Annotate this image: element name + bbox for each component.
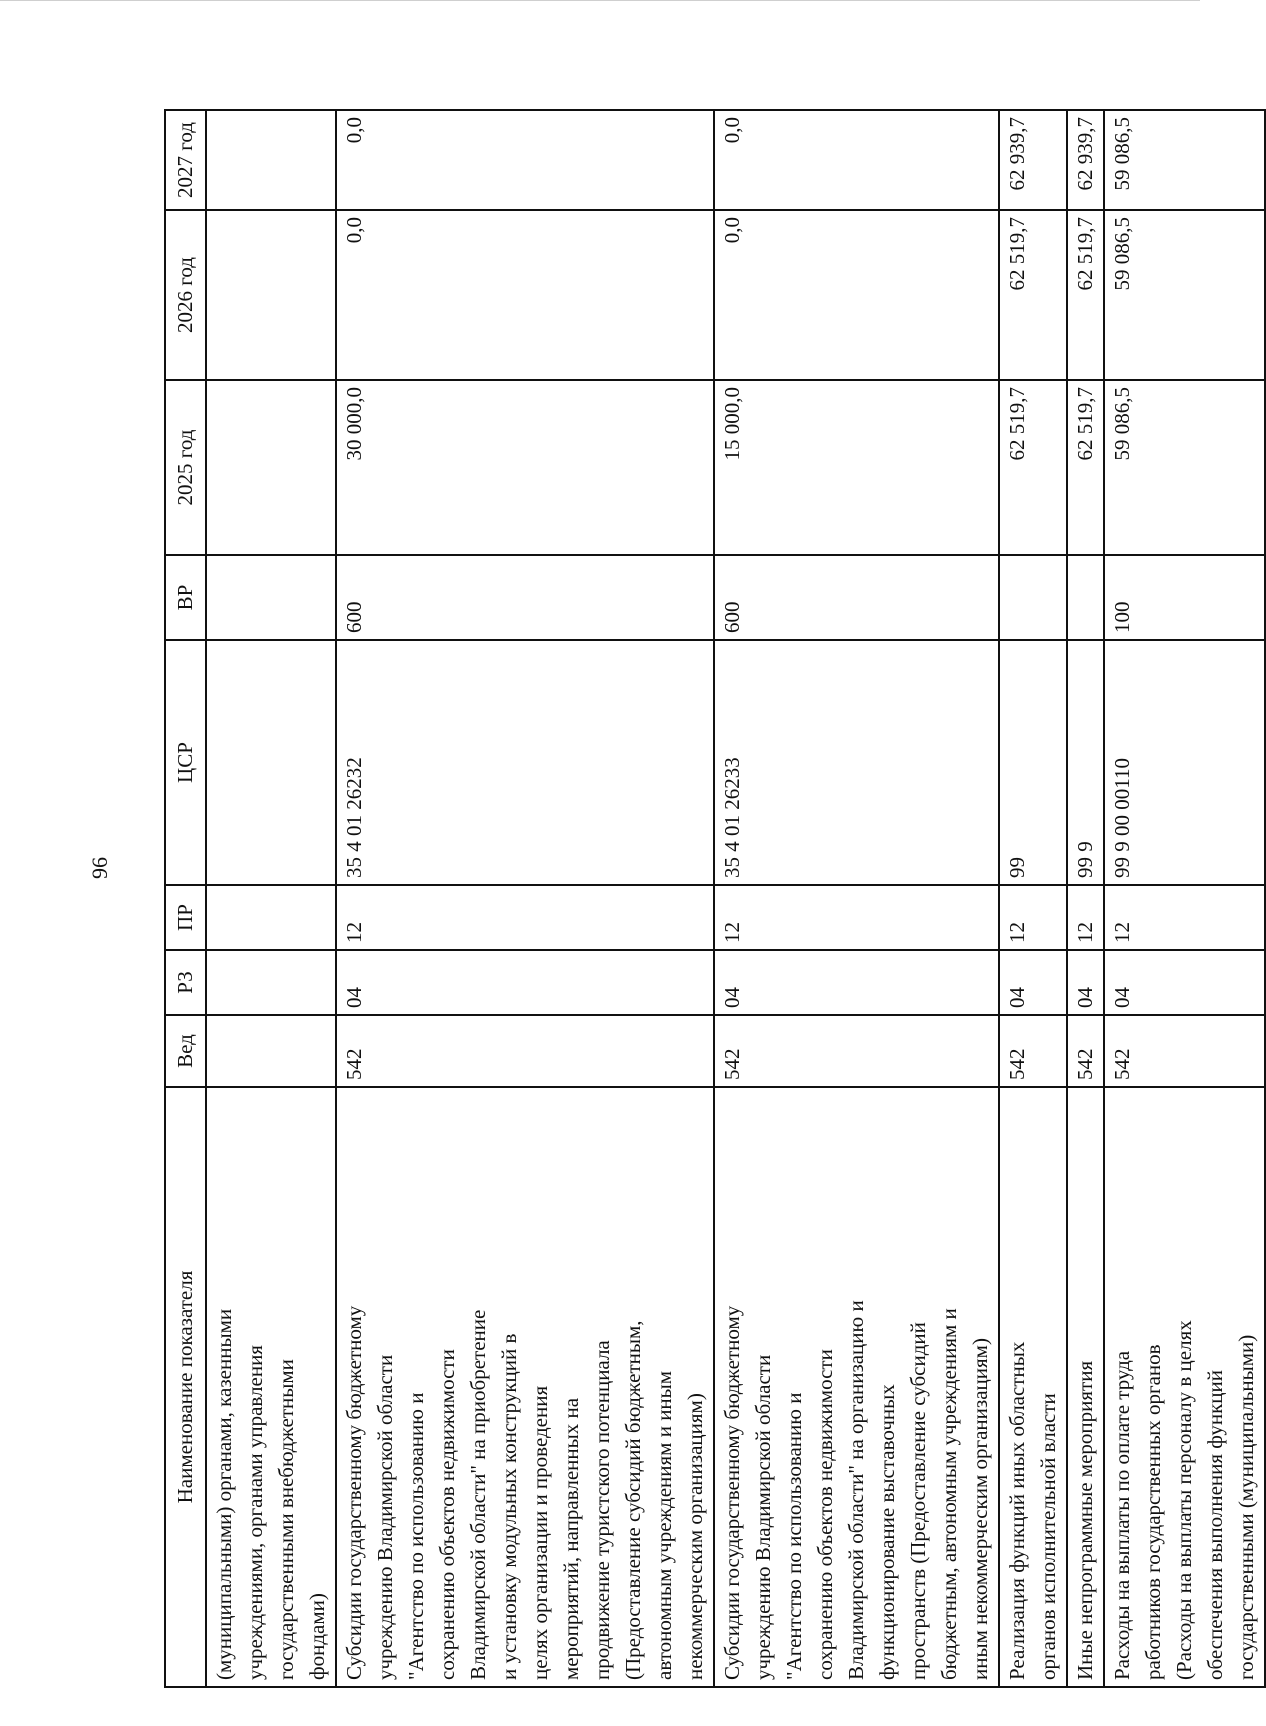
header-cell: 2027 год bbox=[165, 110, 206, 210]
year-2025-cell bbox=[206, 380, 336, 555]
budget-table bbox=[164, 109, 1266, 1688]
table-row bbox=[206, 110, 336, 1687]
pr-cell: 12 bbox=[714, 885, 999, 950]
year-2026-cell bbox=[206, 210, 336, 380]
name-line: работников государственных органов bbox=[1141, 1344, 1165, 1680]
ved-cell: 542 bbox=[714, 1015, 999, 1087]
year-2026-cell: 0,0 bbox=[714, 210, 999, 380]
csr-cell: 99 bbox=[999, 640, 1067, 885]
name-line: бюджетным, автономным учреждениям и bbox=[937, 1308, 961, 1680]
row-name-cell bbox=[336, 1087, 714, 1687]
ved-cell bbox=[206, 1015, 336, 1087]
name-line: сохранению объектов недвижимости bbox=[813, 1349, 837, 1680]
rz-cell: 04 bbox=[1104, 950, 1265, 1015]
row-name-cell bbox=[206, 1087, 336, 1687]
vr-cell: 600 bbox=[336, 555, 714, 640]
header-cell: РЗ bbox=[165, 950, 206, 1015]
name-line: учреждениями, органами управления bbox=[243, 1345, 267, 1680]
rz-cell: 04 bbox=[714, 950, 999, 1015]
year-2025-cell: 59 086,5 bbox=[1104, 380, 1265, 555]
name-line: Владимирской области" на приобретение bbox=[466, 1309, 490, 1680]
name-line: автономным учреждениям и иным bbox=[652, 1370, 676, 1680]
rz-cell bbox=[206, 950, 336, 1015]
table-row bbox=[336, 110, 714, 1687]
year-2027-cell: 62 939,7 bbox=[999, 110, 1067, 210]
row-name-cell bbox=[714, 1087, 999, 1687]
rz-cell: 04 bbox=[336, 950, 714, 1015]
year-2027-cell: 0,0 bbox=[336, 110, 714, 210]
page-number: 96 bbox=[87, 857, 112, 879]
header-cell: ВР bbox=[165, 555, 206, 640]
name-line: Иные непрограммные мероприятия bbox=[1073, 1360, 1097, 1680]
name-line: некоммерческим организациям) bbox=[683, 1393, 707, 1680]
row-name-cell bbox=[999, 1087, 1067, 1687]
rz-cell: 04 bbox=[999, 950, 1067, 1015]
year-2026-cell: 62 519,7 bbox=[999, 210, 1067, 380]
name-line: (муниципальными) органами, казенными bbox=[212, 1308, 236, 1680]
year-2026-cell: 0,0 bbox=[336, 210, 714, 380]
name-line: целях организации и проведения bbox=[528, 1385, 552, 1680]
pr-cell: 12 bbox=[1067, 885, 1104, 950]
pr-cell bbox=[206, 885, 336, 950]
pr-cell: 12 bbox=[999, 885, 1067, 950]
name-line: сохранению объектов недвижимости bbox=[435, 1349, 459, 1680]
header-cell: 2026 год bbox=[165, 210, 206, 380]
header-cell: Наименование показателя bbox=[165, 1087, 206, 1687]
table-row bbox=[1067, 110, 1104, 1687]
name-line: и установку модульных конструкций в bbox=[497, 1333, 521, 1680]
year-2025-cell: 62 519,7 bbox=[1067, 380, 1104, 555]
vr-cell bbox=[999, 555, 1067, 640]
vr-cell: 600 bbox=[714, 555, 999, 640]
csr-cell: 35 4 01 26232 bbox=[336, 640, 714, 885]
csr-cell: 99 9 00 00110 bbox=[1104, 640, 1265, 885]
header-cell: Вед bbox=[165, 1015, 206, 1087]
name-line: продвижение туристского потенциала bbox=[590, 1340, 614, 1680]
name-line: органов исполнительной власти bbox=[1036, 1393, 1060, 1680]
name-line: фондами) bbox=[305, 1593, 329, 1680]
row-name-cell bbox=[1104, 1087, 1265, 1687]
rz-cell: 04 bbox=[1067, 950, 1104, 1015]
row-name-cell bbox=[1067, 1087, 1104, 1687]
name-line: (Предоставление субсидий бюджетным, bbox=[621, 1320, 645, 1680]
csr-cell bbox=[206, 640, 336, 885]
csr-cell: 99 9 bbox=[1067, 640, 1104, 885]
vr-cell: 100 bbox=[1104, 555, 1265, 640]
name-line: Субсидии государственному бюджетному bbox=[342, 1305, 366, 1680]
ved-cell: 542 bbox=[1067, 1015, 1104, 1087]
csr-cell: 35 4 01 26233 bbox=[714, 640, 999, 885]
year-2027-cell bbox=[206, 110, 336, 210]
year-2026-cell: 59 086,5 bbox=[1104, 210, 1265, 380]
name-line: иным некоммерческим организациям) bbox=[968, 1338, 992, 1680]
name-line: мероприятий, направленных на bbox=[559, 1397, 583, 1680]
budget-table-frame bbox=[164, 111, 1258, 1688]
vr-cell bbox=[206, 555, 336, 640]
name-line: Расходы на выплаты по оплате труда bbox=[1110, 1350, 1134, 1680]
table-row bbox=[1104, 110, 1265, 1687]
name-line: Субсидии государственному бюджетному bbox=[720, 1305, 744, 1680]
name-line: Реализация функций иных областных bbox=[1005, 1341, 1029, 1680]
header-row bbox=[165, 110, 206, 1687]
name-line: функционирование выставочных bbox=[875, 1384, 899, 1680]
name-line: государственными (муниципальными) bbox=[1234, 1334, 1258, 1680]
name-line: Владимирской области" на организацию и bbox=[844, 1300, 868, 1680]
header-cell: 2025 год bbox=[165, 380, 206, 555]
ved-cell: 542 bbox=[336, 1015, 714, 1087]
name-line: учреждению Владимирской области bbox=[751, 1354, 775, 1680]
pr-cell: 12 bbox=[336, 885, 714, 950]
year-2025-cell: 30 000,0 bbox=[336, 380, 714, 555]
year-2025-cell: 15 000,0 bbox=[714, 380, 999, 555]
year-2027-cell: 59 086,5 bbox=[1104, 110, 1265, 210]
pr-cell: 12 bbox=[1104, 885, 1265, 950]
year-2027-cell: 62 939,7 bbox=[1067, 110, 1104, 210]
year-2026-cell: 62 519,7 bbox=[1067, 210, 1104, 380]
ved-cell: 542 bbox=[999, 1015, 1067, 1087]
year-2027-cell: 0,0 bbox=[714, 110, 999, 210]
name-line: "Агентство по использованию и bbox=[782, 1392, 806, 1680]
rotated-table-container bbox=[164, 111, 1258, 1688]
table-row bbox=[714, 110, 999, 1687]
year-2025-cell: 62 519,7 bbox=[999, 380, 1067, 555]
name-line: обеспечения выполнения функций bbox=[1203, 1369, 1227, 1680]
header-cell: ПР bbox=[165, 885, 206, 950]
page-top-edge bbox=[0, 0, 1200, 1]
name-line: пространств (Предоставление субсидий bbox=[906, 1322, 930, 1680]
name-line: учреждению Владимирской области bbox=[373, 1354, 397, 1680]
vr-cell bbox=[1067, 555, 1104, 640]
table-row bbox=[999, 110, 1067, 1687]
name-line: (Расходы на выплаты персоналу в целях bbox=[1172, 1320, 1196, 1680]
header-cell: ЦСР bbox=[165, 640, 206, 885]
name-line: государственными внебюджетными bbox=[274, 1359, 298, 1680]
ved-cell: 542 bbox=[1104, 1015, 1265, 1087]
name-line: "Агентство по использованию и bbox=[404, 1392, 428, 1680]
